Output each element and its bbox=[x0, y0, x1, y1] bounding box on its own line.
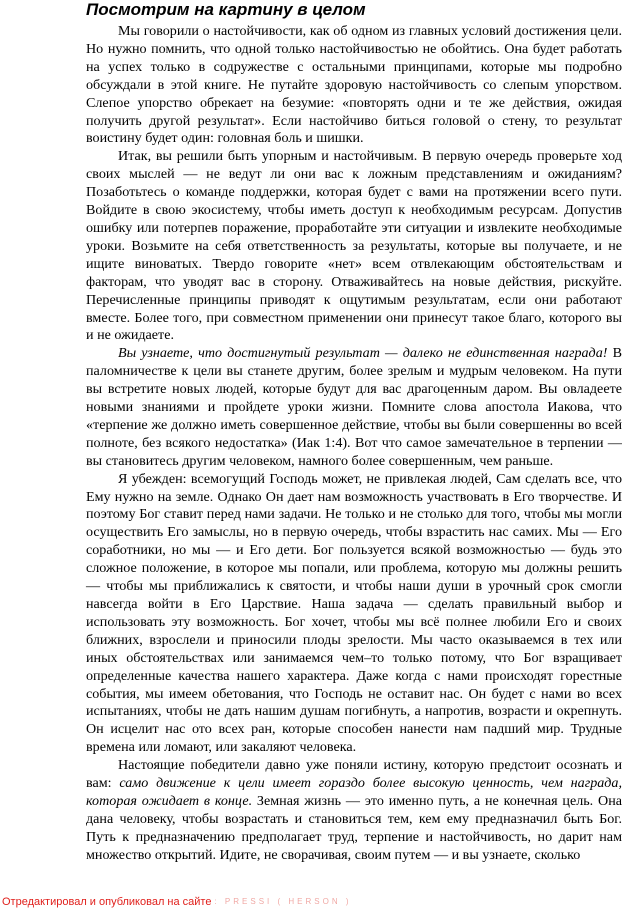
text-run: Настоящие победители давно уже поняли истину, которую предстоит осознать и вам: bbox=[86, 757, 622, 792]
publisher-footer bbox=[2, 895, 351, 909]
emphasis-run: Вы узнаете, что достигнутый результат — далеко не единственная награда! bbox=[118, 345, 608, 362]
paragraph bbox=[86, 757, 622, 864]
body-text bbox=[86, 23, 622, 865]
paragraph bbox=[86, 148, 622, 345]
section-heading: Посмотрим на картину в целом bbox=[86, 0, 366, 19]
text-run: Я убежден: всемогущий Господь может, не привлекая людей, Сам сделать все, что Ему нужно на земле. Однако Он дает нам возможность участвовать в Его творчестве. И поэтому Бог ставит перед нами задачи. Не только и не столько для того, чтобы мы могли осуществить Его замыслы, но в первую очередь, чтобы взрастить нас самих. Мы — Его соработники, но мы — и Его дети. Бог пользуется всякой возможностью — будь это сложное положение, в которое мы попали, или проблема, которую мы должны решить — чтобы мы приближались к святости, и чтобы наши души в урочный срок смогли навсегда войти в Его Царствие. Наша задача — сделать правильный выбор и использовать эту возможность. Бог хочет, чтобы мы всё полнее любили Его и своих ближних, взрослели и приносили плоды зрелости. Мы часто оказываемся в тех или иных обстоятельствах или занимаемся чем–то только потому, что Бог взращивает определенные качества нашего характера. Даже когда с нами происходят горестные события, мы имеем обетования, что Господь не оставит нас. Он будет с нами во всех испытаниях, чтобы не дать нашим душам погибнуть, а напротив, возрасти и окрепнуть. Он исцелит нас ото всех ран, которые способен нанести нам падший мир. Трудные времена или ломают, или закаляют человека. bbox=[86, 470, 622, 756]
text-run: Земная жизнь — это именно путь, а не конечная цель. Она дана человеку, чтобы возрастать и становиться тем, кем ему предназначил быть Бог. Путь к предназначению предполагает труд, терпение и настойчивость, но дарит нам множество открытий. Идите, не сворачивая, своим путем — и вы узнаете, сколько bbox=[86, 792, 622, 863]
paragraph bbox=[86, 23, 622, 148]
text-run: Итак, вы решили быть упорным и настойчивым. В первую очередь проверьте ход своих мыслей — не ведут ли они вас к ложным представлениям и ожиданиям? Позаботьтесь о команде поддержки, которая будет с вами на протяжении всего пути. Войдите в свою экосистему, чтобы иметь доступ к необходимым ресурсам. Допустив ошибку или потерпев поражение, проработайте эти ситуации и извлеките необходимые уроки. Возьмите на себя ответственность за результаты, которые вы получаете, и не ищите виноватых. Твердо говорите «нет» всем отвлекающим обстоятельствам и факторам, что уводят вас в сторону. Отваживайтесь на новые действия, рискуйте. Перечисленные принципы приводят к ощутимым результатам, если они работают вместе. Более того, при совместном применении они принесут такое благо, которого вы и не ожидаете. bbox=[86, 148, 622, 344]
text-run: Мы говорили о настойчивости, как об одном из главных условий достижения цели. Но нужно помнить, что одной только настойчивостью не обойтись. Она будет работать на успех только в содружестве с остальными принципами, которые мы подробно обсуждали в этой книге. Не путайте здоровую настойчивость со слепым упорством. Слепое упорство обрекает на безумие: «повторять одни и те же действия, ожидая получить другой результат». Если настойчиво биться головой о стену, то результат воистину будет один: головная боль и шишки. bbox=[86, 23, 622, 147]
emphasis-run: само движение к цели имеет гораздо более высокую ценность, чем награда, которая ожидает в конце. bbox=[86, 775, 622, 809]
footer-text: Отредактировал и опубликовал на сайте bbox=[2, 896, 212, 908]
text-run: В паломничестве к цели вы станете другим, более зрелым и мудрым человеком. На пути вы встретите новых людей, которые будут для вас драгоценным даром. Вы овладеете новыми знаниями и пройдете уроки жизни. Помните слова апостола Иакова, что «терпение же должно иметь совершенное действие, чтобы вы были совершенны во всей полноте, без всякого недостатка» (Иак 1:4). Вот что самое замечательное в терпении — вы становитесь другим человеком, намного более совершенным, чем раньше. bbox=[86, 345, 622, 469]
site-brand: : PRESSI ( HERSON ) bbox=[214, 897, 352, 906]
paragraph bbox=[86, 471, 622, 758]
paragraph bbox=[86, 345, 622, 470]
